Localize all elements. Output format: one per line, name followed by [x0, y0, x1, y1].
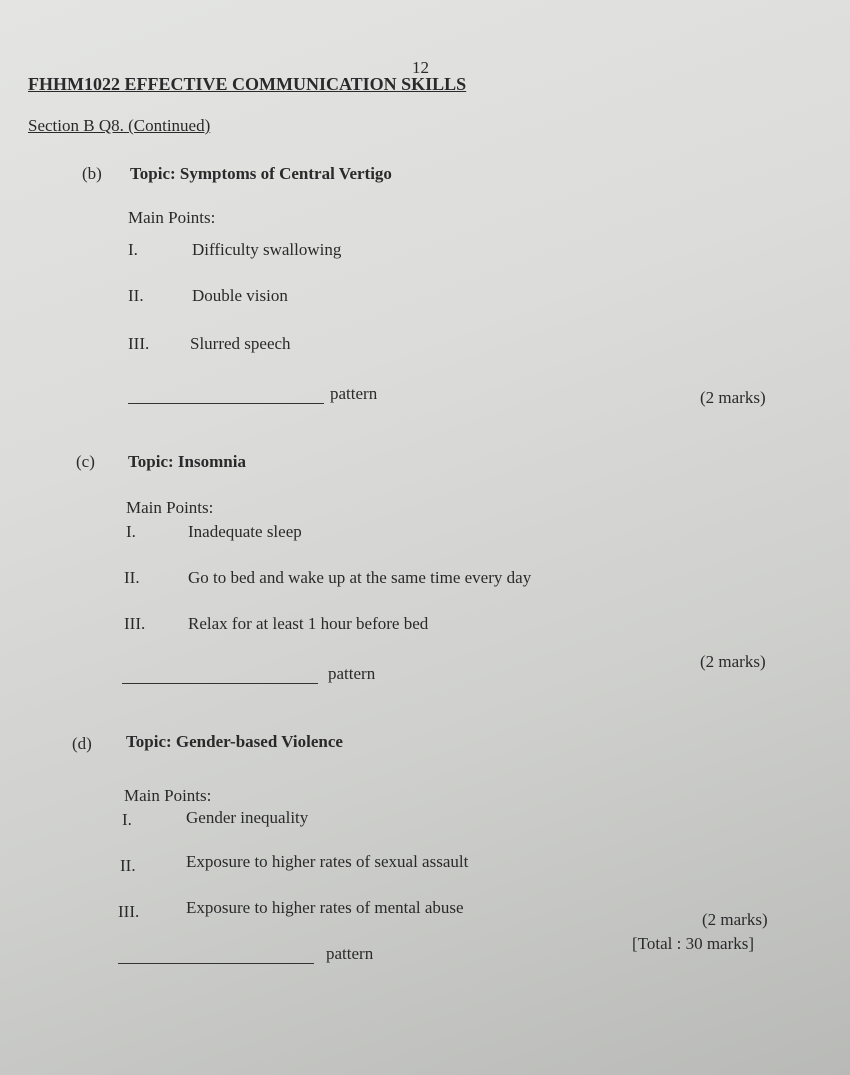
point-text: Double vision: [192, 286, 288, 305]
point-number: III.: [118, 902, 140, 921]
point-text: Slurred speech: [190, 334, 291, 353]
point-number: I.: [128, 240, 138, 259]
part-label: (b): [82, 164, 102, 183]
page-number: 12: [412, 58, 429, 77]
answer-suffix: pattern: [330, 384, 378, 403]
marks: (2 marks): [700, 388, 766, 407]
point-number: III.: [128, 334, 150, 353]
topic: Topic: Symptoms of Central Vertigo: [130, 164, 392, 183]
answer-blank[interactable]: [128, 403, 324, 404]
answer-suffix: pattern: [326, 944, 374, 963]
course-title: FHHM1022 EFFECTIVE COMMUNICATION SKILLS: [28, 74, 467, 94]
answer-blank[interactable]: [118, 963, 314, 964]
total-marks: [Total : 30 marks]: [632, 934, 755, 953]
point-text: Inadequate sleep: [188, 522, 302, 541]
main-points-label: Main Points:: [126, 498, 214, 517]
point-number: I.: [126, 522, 136, 541]
point-text: Go to bed and wake up at the same time every day: [188, 568, 532, 587]
point-number: III.: [124, 614, 146, 633]
part-label: (c): [76, 452, 95, 471]
point-text: Relax for at least 1 hour before bed: [188, 614, 429, 633]
main-points-label: Main Points:: [124, 786, 212, 805]
marks: (2 marks): [700, 652, 766, 671]
marks: (2 marks): [702, 910, 768, 929]
section-heading: Section B Q8. (Continued): [28, 116, 211, 135]
topic: Topic: Insomnia: [128, 452, 246, 471]
point-number: II.: [124, 568, 140, 587]
point-text: Exposure to higher rates of sexual assault: [186, 852, 469, 871]
main-points-label: Main Points:: [128, 208, 216, 227]
point-text: Exposure to higher rates of mental abuse: [186, 898, 464, 917]
part-label: (d): [72, 734, 92, 753]
point-text: Gender inequality: [186, 808, 309, 827]
topic: Topic: Gender-based Violence: [126, 732, 343, 751]
answer-blank[interactable]: [122, 683, 318, 684]
point-number: II.: [128, 286, 144, 305]
point-number: II.: [120, 856, 136, 875]
point-text: Difficulty swallowing: [192, 240, 342, 259]
answer-suffix: pattern: [328, 664, 376, 683]
point-number: I.: [122, 810, 132, 829]
